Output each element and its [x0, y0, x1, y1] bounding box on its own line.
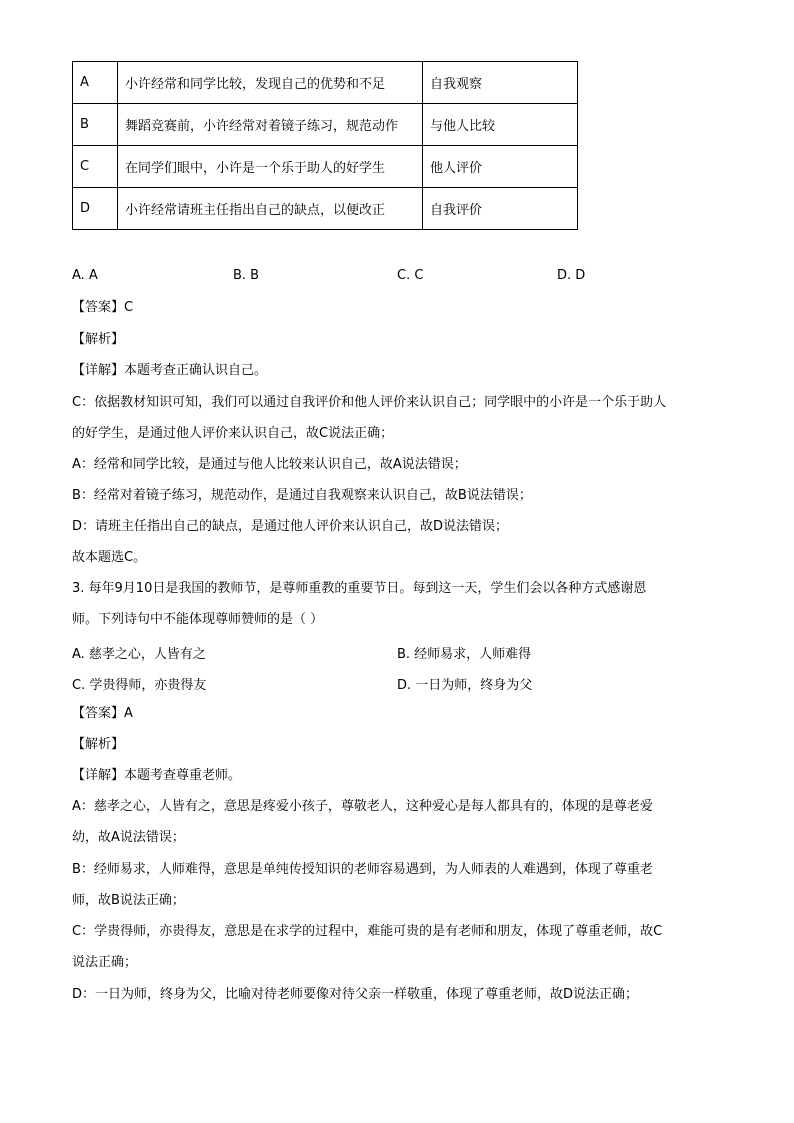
row-letter: A	[73, 62, 118, 104]
q2-answer: 【答案】C	[72, 300, 134, 315]
q3-analysis-line: C：学贵得师，亦贵得友，意思是在求学的过程中，难能可贵的是有老师和朋友，体现了尊重老师，故C	[72, 924, 663, 939]
table-row	[73, 146, 578, 188]
row-method: 与他人比较	[423, 104, 578, 146]
q3-choice-a: A. 慈孝之心，人皆有之	[72, 647, 206, 662]
options-table	[72, 61, 578, 230]
q2-analysis-line: B：经常对着镜子练习，规范动作，是通过自我观察来认识自己，故B说法错误；	[72, 488, 532, 503]
q2-analysis-line: C：依据教材知识可知，我们可以通过自我评价和他人评价来认识自己；同学眼中的小许是一个乐于助人	[72, 395, 667, 410]
q3-choice-c: C. 学贵得师，亦贵得友	[72, 678, 207, 693]
q2-analysis-line: A：经常和同学比较，是通过与他人比较来认识自己，故A说法错误；	[72, 457, 467, 472]
q2-choice-d: D. D	[557, 268, 586, 283]
q3-analysis-label: 【解析】	[72, 737, 125, 752]
q3-detail: 【详解】本题考查尊重老师。	[72, 768, 242, 783]
q2-analysis-line: 的好学生，是通过他人评价来认识自己，故C说法正确；	[72, 426, 394, 441]
q2-choice-b: B. B	[233, 268, 260, 283]
row-situation: 小许经常请班主任指出自己的缺点，以便改正	[118, 188, 423, 230]
q3-analysis-line: A：慈孝之心，人皆有之，意思是疼爱小孩子，尊敬老人，这种爱心是每人都具有的，体现的是尊老爱	[72, 799, 653, 814]
row-situation: 舞蹈竞赛前，小许经常对着镜子练习，规范动作	[118, 104, 423, 146]
row-method: 自我评价	[423, 188, 578, 230]
row-situation: 在同学们眼中，小许是一个乐于助人的好学生	[118, 146, 423, 188]
row-method: 他人评价	[423, 146, 578, 188]
row-letter: C	[73, 146, 118, 188]
table-row	[73, 62, 578, 104]
table-row	[73, 188, 578, 230]
q3-stem: 师。下列诗句中不能体现尊师赞师的是（ ）	[72, 612, 324, 627]
q3-analysis-line: B：经师易求，人师难得，意思是单纯传授知识的老师容易遇到，为人师表的人难遇到，体现了尊重老	[72, 862, 653, 877]
q2-choice-c: C. C	[397, 268, 424, 283]
q3-analysis-line: 说法正确；	[72, 955, 138, 970]
q2-analysis-line: D：请班主任指出自己的缺点，是通过他人评价来认识自己，故D说法错误；	[72, 519, 509, 534]
q2-detail: 【详解】本题考查正确认识自己。	[72, 363, 268, 378]
q3-stem: 3. 每年9月10日是我国的教师节，是尊师重教的重要节日。每到这一天，学生们会以各种方式感谢恩	[72, 581, 647, 596]
row-method: 自我观察	[423, 62, 578, 104]
q3-analysis-line: 师，故B说法正确；	[72, 893, 185, 908]
q3-analysis-line: 幼，故A说法错误；	[72, 830, 185, 845]
q3-answer: 【答案】A	[72, 706, 133, 721]
q3-analysis-line: D：一日为师，终身为父，比喻对待老师要像对待父亲一样敬重，体现了尊重老师，故D说法正确；	[72, 987, 639, 1002]
row-letter: B	[73, 104, 118, 146]
row-situation: 小许经常和同学比较，发现自己的优势和不足	[118, 62, 423, 104]
q2-analysis-line: 故本题选C。	[72, 550, 147, 565]
table-row	[73, 104, 578, 146]
row-letter: D	[73, 188, 118, 230]
q2-choice-a: A. A	[72, 268, 98, 283]
q3-choice-b: B. 经师易求，人师难得	[397, 647, 532, 662]
q2-analysis-label: 【解析】	[72, 332, 125, 347]
q3-choice-d: D. 一日为师，终身为父	[397, 678, 533, 693]
